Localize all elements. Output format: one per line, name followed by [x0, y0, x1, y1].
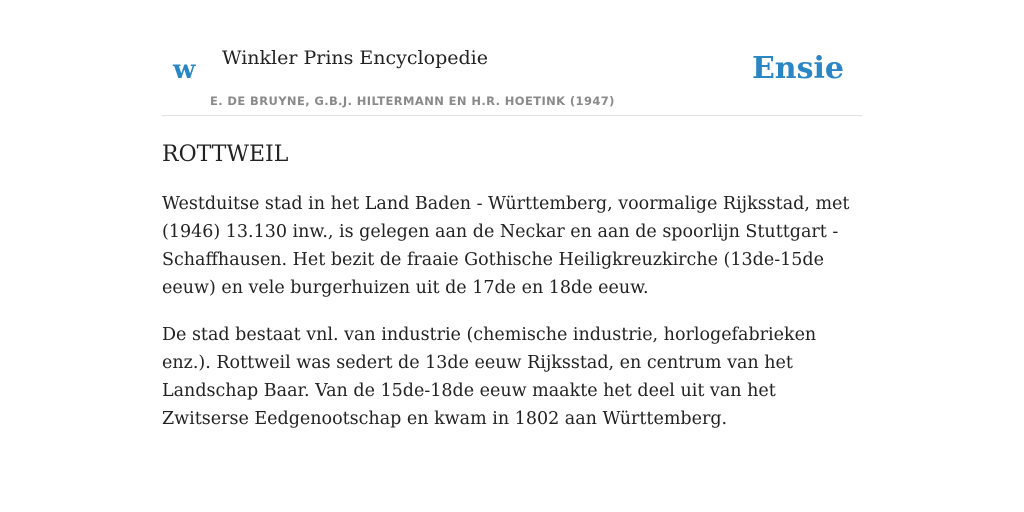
encyclopedia-header [162, 0, 862, 116]
article-title: ROTTWEIL [162, 142, 289, 167]
encyclopedia-logo-icon[interactable]: w [173, 55, 196, 85]
article-paragraph: De stad bestaat vnl. van industrie (chemische industrie, horlogefabrieken enz.). Rottweil was sedert de 13de eeuw Rijksstad, en centrum van het Landschap Baar. Van de 15de-18de eeuw maakte het deel uit van het Zwitserse Eedgenootschap en kwam in 1802 aan Württemberg. [162, 325, 817, 429]
article-paragraph: Westduitse stad in het Land Baden - Württemberg, voormalige Rijksstad, met (1946) 13.130 inw., is gelegen aan de Neckar en aan de spoorlijn Stuttgart - Schaffhausen. Het bezit de fraaie Gothische Heiligkreuzkirche (13de-15de eeuw) en vele burgerhuizen uit de 17de en 18de eeuw. [162, 194, 850, 298]
encyclopedia-authors: E. DE BRUYNE, G.B.J. HILTERMANN EN H.R. HOETINK (1947) [210, 94, 615, 108]
ensie-brand-logo[interactable]: Ensie [751, 51, 844, 86]
article-content [162, 138, 862, 433]
encyclopedia-title-link[interactable]: Winkler Prins Encyclopedie [222, 47, 488, 69]
